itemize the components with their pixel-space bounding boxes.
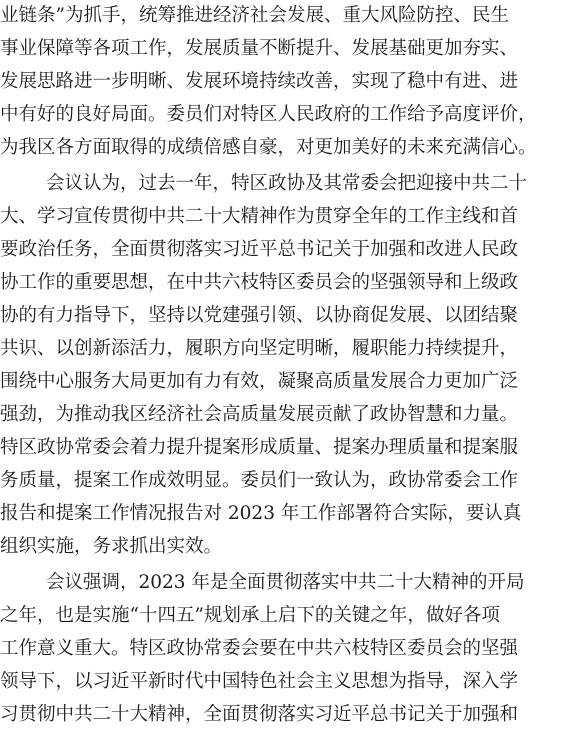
text-line: 协的有力指导下，坚持以党建强引领、以协商促发展、以团结聚 xyxy=(0,305,519,326)
text-line: 务质量，提案工作成效明显。委员们一致认为，政协常委会工作 xyxy=(0,470,519,491)
paragraph-start-line: 会议认为，过去一年，特区政协及其常委会把迎接中共二十 xyxy=(46,173,528,194)
text-line: 共识、以创新添活力，履职方向坚定明晰，履职能力持续提升， xyxy=(0,338,519,359)
text-line: 习贯彻中共二十大精神，全面贯彻落实习近平总书记关于加强和 xyxy=(0,704,519,725)
text-line: 围绕中心服务大局更加有力有效，凝聚高质量发展合力更加广泛 xyxy=(0,371,519,392)
text-line: 中有好的良好局面。委员们对特区人民政府的工作给予高度评价， xyxy=(0,104,537,125)
text-line: 大、学习宣传贯彻中共二十大精神作为贯穿全年的工作主线和首 xyxy=(0,206,519,227)
text-line: 业链条”为抓手，统筹推进经济社会发展、重大风险防控、民生 xyxy=(0,5,509,26)
text-line: 发展思路进一步明晰、发展环境持续改善，实现了稳中有进、进 xyxy=(0,71,519,92)
text-line: 之年，也是实施“十四五”规划承上启下的关键之年，做好各项 xyxy=(0,605,500,626)
text-line: 为我区各方面取得的成绩倍感自豪，对更加美好的未来充满信心。 xyxy=(0,137,537,158)
text-line: 报告和提案工作情况报告对 2023 年工作部署符合实际，要认真 xyxy=(0,503,522,524)
text-line: 领导下，以习近平新时代中国特色社会主义思想为指导，深入学 xyxy=(0,671,519,692)
text-line: 特区政协常委会着力提升提案形成质量、提案办理质量和提案服 xyxy=(0,437,519,458)
text-line: 要政治任务，全面贯彻落实习近平总书记关于加强和改进人民政 xyxy=(0,239,519,260)
text-line: 工作意义重大。特区政协常委会要在中共六枝特区委员会的坚强 xyxy=(0,638,519,659)
paragraph-start-line: 会议强调，2023 年是全面贯彻落实中共二十大精神的开局 xyxy=(46,572,525,593)
text-line: 事业保障等各项工作，发展质量不断提升、发展基础更加夯实、 xyxy=(0,38,519,59)
text-line: 组织实施，务求抓出实效。 xyxy=(0,536,223,557)
text-line: 强劲，为推动我区经济社会高质量发展贡献了政协智慧和力量。 xyxy=(0,404,519,425)
text-line: 协工作的重要思想，在中共六枝特区委员会的坚强领导和上级政 xyxy=(0,272,519,293)
